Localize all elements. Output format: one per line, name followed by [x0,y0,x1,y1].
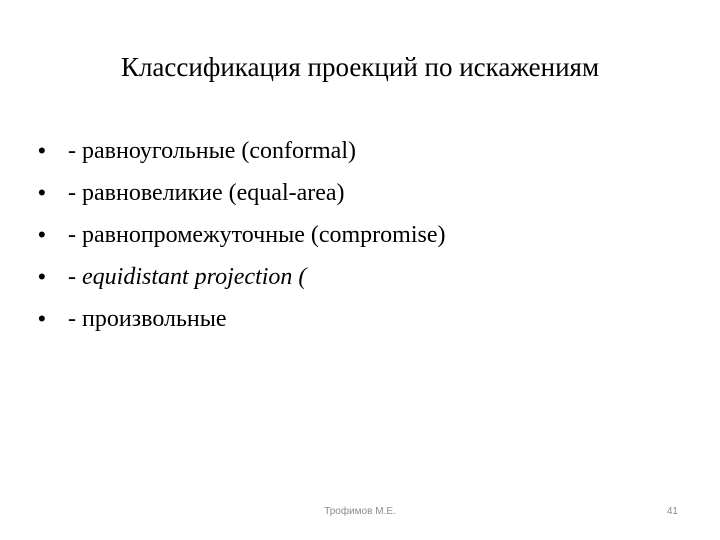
list-item [38,136,446,178]
bullet-icon: • [38,306,46,331]
slide-title: Классификация проекций по искажениям [120,52,600,82]
page-number: 41 [666,506,678,517]
list-item [38,262,446,304]
list-item-text: - равновеликие (equal-area) [68,180,345,206]
list-item-text: - произвольные [68,306,227,332]
bullet-icon: • [38,180,46,205]
bullet-list [38,136,446,346]
list-item-text: - равнопромежуточные (compromise) [68,222,446,248]
bullet-icon: • [38,264,46,289]
list-item-text: - равноугольные (conformal) [68,138,356,164]
list-item [38,178,446,220]
bullet-icon: • [38,222,46,247]
list-item [38,304,446,346]
list-item [38,220,446,262]
footer-author: Трофимов М.Е. [324,506,396,517]
bullet-icon: • [38,138,46,163]
list-item-text: - equidistant projection ( [68,264,307,290]
